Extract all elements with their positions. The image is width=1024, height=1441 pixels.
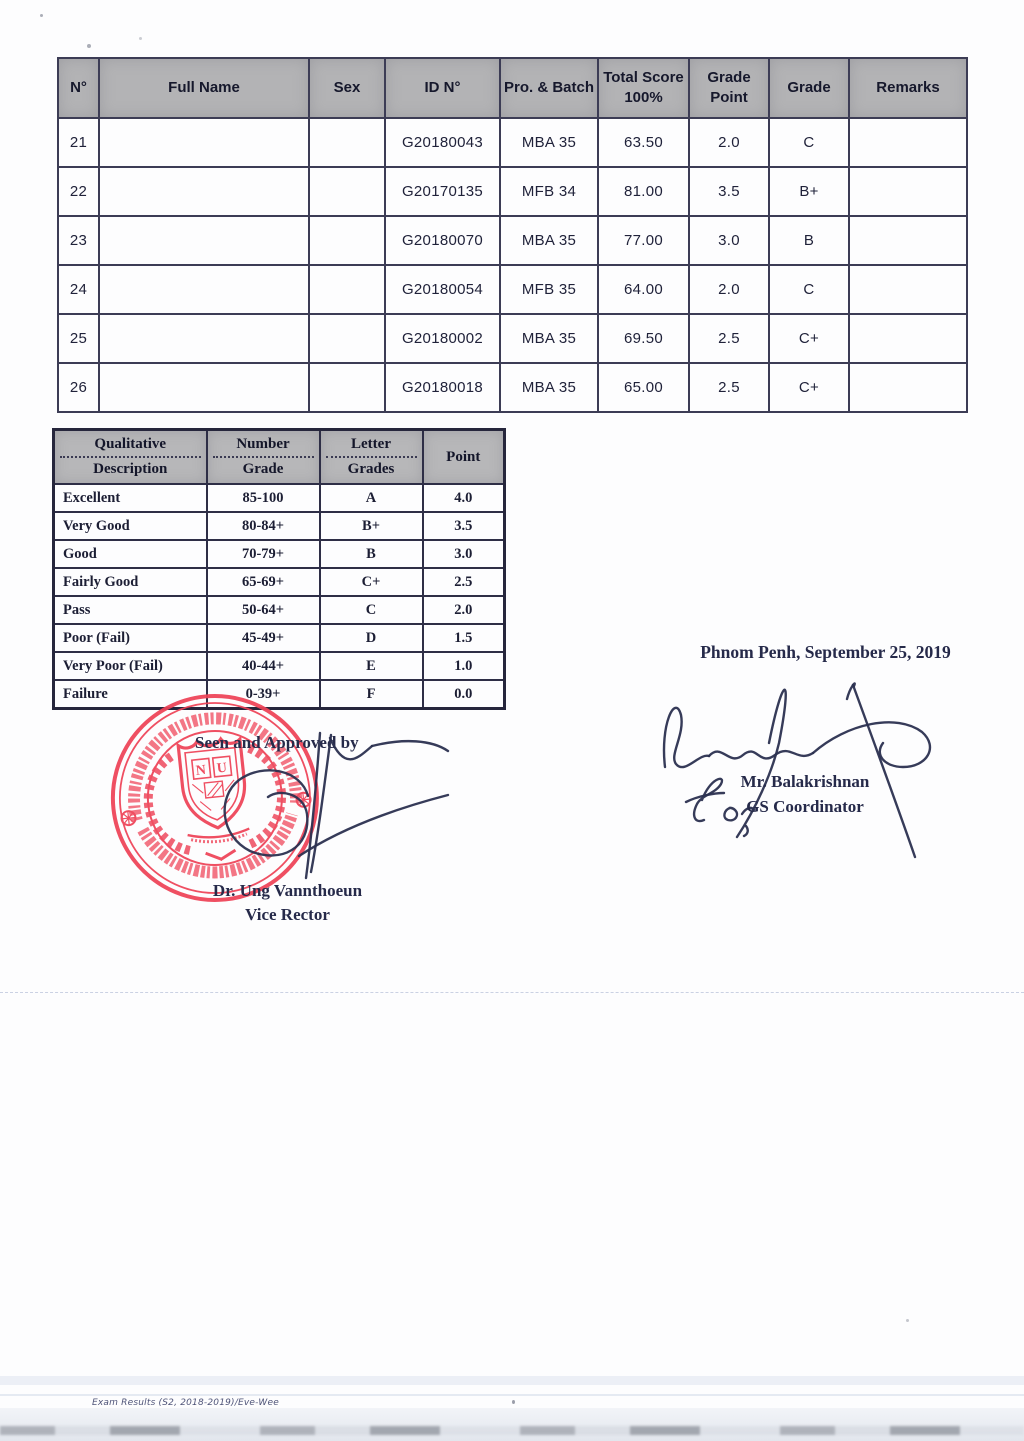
cell-total-score: 69.50 bbox=[598, 314, 689, 363]
cell-no: 21 bbox=[58, 118, 99, 167]
cell-point: 1.0 bbox=[423, 652, 505, 680]
col-header-sex: Sex bbox=[309, 58, 385, 118]
grading-row bbox=[54, 624, 505, 652]
table-row bbox=[58, 314, 967, 363]
cell-total-score: 77.00 bbox=[598, 216, 689, 265]
col-header-letter-grades: Letter Grades bbox=[320, 430, 423, 485]
scan-bottom-shade bbox=[0, 1408, 1024, 1441]
cell-point: 2.0 bbox=[423, 596, 505, 624]
cell-no: 23 bbox=[58, 216, 99, 265]
table-row bbox=[58, 265, 967, 314]
cell-grade: C bbox=[769, 265, 849, 314]
cell-letter-grade: D bbox=[320, 624, 423, 652]
cell-grade-point: 2.5 bbox=[689, 314, 769, 363]
cell-pro-batch: MBA 35 bbox=[500, 363, 598, 412]
grading-header-row bbox=[54, 430, 505, 485]
cell-sex bbox=[309, 363, 385, 412]
scan-speck bbox=[40, 14, 43, 17]
cell-no: 26 bbox=[58, 363, 99, 412]
cell-id: G20180070 bbox=[385, 216, 500, 265]
cell-total-score: 64.00 bbox=[598, 265, 689, 314]
grading-row bbox=[54, 568, 505, 596]
col-header-grade: Grade bbox=[769, 58, 849, 118]
scan-band bbox=[0, 1376, 1024, 1385]
cell-pro-batch: MBA 35 bbox=[500, 314, 598, 363]
scan-speck bbox=[139, 37, 142, 40]
cell-point: 0.0 bbox=[423, 680, 505, 709]
table-row bbox=[58, 216, 967, 265]
cell-grade: B+ bbox=[769, 167, 849, 216]
dotted-divider bbox=[60, 456, 201, 458]
cell-number-grade: 80-84+ bbox=[207, 512, 320, 540]
grading-row bbox=[54, 596, 505, 624]
cell-number-grade: 65-69+ bbox=[207, 568, 320, 596]
cell-description: Excellent bbox=[54, 484, 207, 512]
cell-full-name bbox=[99, 265, 309, 314]
cell-description: Very Poor (Fail) bbox=[54, 652, 207, 680]
cell-pro-batch: MBA 35 bbox=[500, 118, 598, 167]
cell-description: Fairly Good bbox=[54, 568, 207, 596]
cell-grade-point: 2.0 bbox=[689, 118, 769, 167]
cell-letter-grade: C bbox=[320, 596, 423, 624]
cell-description: Pass bbox=[54, 596, 207, 624]
col-header-qualitative-description: Qualitative Description bbox=[54, 430, 207, 485]
cell-grade: B bbox=[769, 216, 849, 265]
cell-number-grade: 85-100 bbox=[207, 484, 320, 512]
scan-speck bbox=[512, 1400, 515, 1404]
left-signer-block bbox=[170, 879, 405, 927]
cell-point: 3.0 bbox=[423, 540, 505, 568]
grading-scale-table bbox=[52, 428, 506, 710]
cell-description: Good bbox=[54, 540, 207, 568]
dotted-divider bbox=[326, 456, 417, 458]
cell-description: Failure bbox=[54, 680, 207, 709]
scan-speck bbox=[87, 44, 91, 48]
grading-row bbox=[54, 484, 505, 512]
cell-pro-batch: MFB 35 bbox=[500, 265, 598, 314]
cell-point: 2.5 bbox=[423, 568, 505, 596]
col-header-id: ID N° bbox=[385, 58, 500, 118]
cell-full-name bbox=[99, 363, 309, 412]
right-signer-title: GS Coordinator bbox=[746, 796, 864, 816]
cell-letter-grade: E bbox=[320, 652, 423, 680]
cell-total-score: 65.00 bbox=[598, 363, 689, 412]
cell-letter-grade: B+ bbox=[320, 512, 423, 540]
cell-id: G20180018 bbox=[385, 363, 500, 412]
table-row bbox=[58, 167, 967, 216]
results-header-row bbox=[58, 58, 967, 118]
dotted-divider bbox=[213, 456, 314, 458]
cell-description: Poor (Fail) bbox=[54, 624, 207, 652]
col-header-remarks: Remarks bbox=[849, 58, 967, 118]
cell-grade: C+ bbox=[769, 363, 849, 412]
table-row bbox=[58, 363, 967, 412]
cell-full-name bbox=[99, 314, 309, 363]
cell-remarks bbox=[849, 167, 967, 216]
cell-total-score: 63.50 bbox=[598, 118, 689, 167]
cell-grade: C+ bbox=[769, 314, 849, 363]
cell-full-name bbox=[99, 216, 309, 265]
left-signer-name: Dr. Ung Vannthoeun bbox=[212, 881, 363, 900]
grading-row bbox=[54, 540, 505, 568]
cell-number-grade: 70-79+ bbox=[207, 540, 320, 568]
cell-no: 22 bbox=[58, 167, 99, 216]
cell-grade: C bbox=[769, 118, 849, 167]
cell-id: G20180054 bbox=[385, 265, 500, 314]
footer-reference: Exam Results (S2, 2018-2019)/Eve-Wee bbox=[92, 1398, 280, 1408]
scan-bottom-noise bbox=[0, 1426, 1024, 1435]
right-signer-name: Mr. Balakrishnan bbox=[740, 772, 870, 791]
cell-grade-point: 2.5 bbox=[689, 363, 769, 412]
cell-grade-point: 2.0 bbox=[689, 265, 769, 314]
stamp-rosette-left bbox=[121, 810, 136, 825]
cell-total-score: 81.00 bbox=[598, 167, 689, 216]
cell-grade-point: 3.5 bbox=[689, 167, 769, 216]
cell-letter-grade: A bbox=[320, 484, 423, 512]
cell-number-grade: 0-39+ bbox=[207, 680, 320, 709]
col-header-point: Point bbox=[423, 430, 505, 485]
right-signer-block bbox=[692, 770, 918, 819]
cell-pro-batch: MFB 34 bbox=[500, 167, 598, 216]
cell-pro-batch: MBA 35 bbox=[500, 216, 598, 265]
cell-no: 25 bbox=[58, 314, 99, 363]
results-table bbox=[57, 57, 968, 413]
cell-point: 3.5 bbox=[423, 512, 505, 540]
svg-text:U: U bbox=[216, 760, 228, 777]
cell-remarks bbox=[849, 118, 967, 167]
cell-id: G20180043 bbox=[385, 118, 500, 167]
cell-remarks bbox=[849, 216, 967, 265]
cell-sex bbox=[309, 118, 385, 167]
col-header-grade-point: Grade Point bbox=[689, 58, 769, 118]
paper-fold-line bbox=[0, 992, 1024, 993]
cell-full-name bbox=[99, 167, 309, 216]
cell-number-grade: 45-49+ bbox=[207, 624, 320, 652]
approval-line: Seen and Approved by bbox=[195, 733, 359, 752]
cell-no: 24 bbox=[58, 265, 99, 314]
col-header-no: N° bbox=[58, 58, 99, 118]
vice-rector-signature bbox=[180, 700, 470, 895]
cell-sex bbox=[309, 314, 385, 363]
grading-row bbox=[54, 652, 505, 680]
cell-letter-grade: C+ bbox=[320, 568, 423, 596]
cell-remarks bbox=[849, 363, 967, 412]
scan-band bbox=[0, 1394, 1024, 1396]
cell-id: G20180002 bbox=[385, 314, 500, 363]
date-line: Phnom Penh, September 25, 2019 bbox=[700, 642, 951, 662]
cell-full-name bbox=[99, 118, 309, 167]
col-header-pro-batch: Pro. & Batch bbox=[500, 58, 598, 118]
cell-id: G20170135 bbox=[385, 167, 500, 216]
col-header-full-name: Full Name bbox=[99, 58, 309, 118]
cell-letter-grade: F bbox=[320, 680, 423, 709]
cell-sex bbox=[309, 167, 385, 216]
cell-sex bbox=[309, 265, 385, 314]
cell-number-grade: 40-44+ bbox=[207, 652, 320, 680]
col-header-total-score: Total Score 100% bbox=[598, 58, 689, 118]
scan-speck bbox=[906, 1319, 909, 1322]
left-signer-title: Vice Rector bbox=[245, 905, 330, 925]
cell-sex bbox=[309, 216, 385, 265]
cell-remarks bbox=[849, 265, 967, 314]
cell-point: 1.5 bbox=[423, 624, 505, 652]
cell-grade-point: 3.0 bbox=[689, 216, 769, 265]
svg-text:N: N bbox=[195, 762, 207, 779]
cell-remarks bbox=[849, 314, 967, 363]
cell-description: Very Good bbox=[54, 512, 207, 540]
cell-point: 4.0 bbox=[423, 484, 505, 512]
cell-letter-grade: B bbox=[320, 540, 423, 568]
grading-row bbox=[54, 512, 505, 540]
col-header-number-grade: Number Grade bbox=[207, 430, 320, 485]
table-row bbox=[58, 118, 967, 167]
cell-number-grade: 50-64+ bbox=[207, 596, 320, 624]
